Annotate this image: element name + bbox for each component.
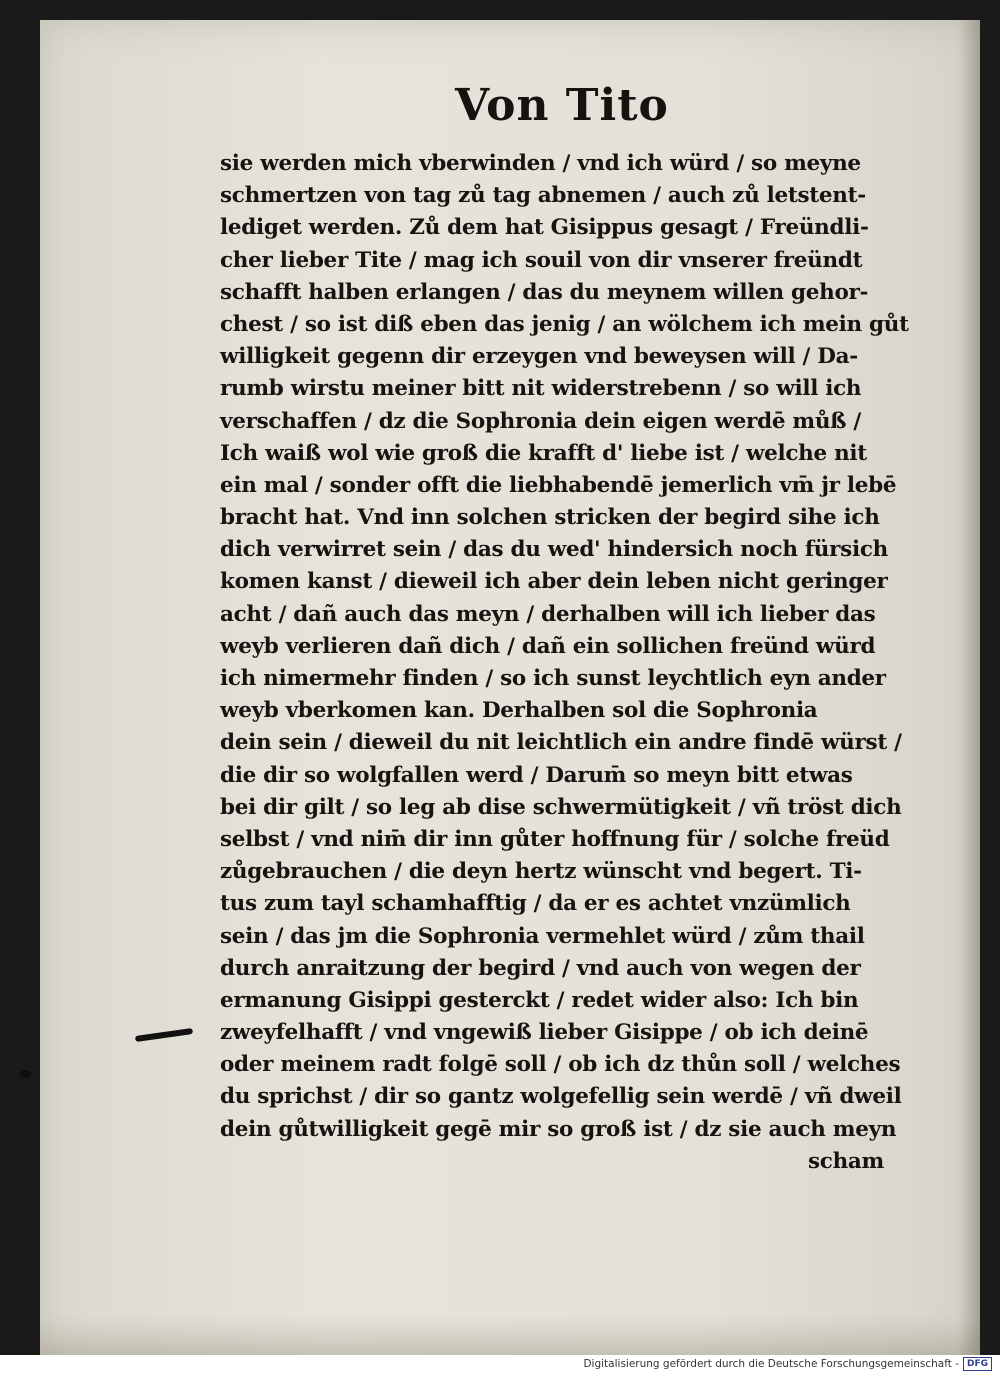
- text-line: rumb wirstu meiner bitt nit widerstrebenn / so will ich: [220, 376, 862, 402]
- text-line: sein / das jm die Sophronia vermehlet würd / zům thail: [220, 923, 865, 949]
- footer-credit: Digitalisierung gefördert durch die Deutsche Forschungsgemeinschaft -: [583, 1358, 959, 1370]
- text-line: dein gůtwilligkeit gegē mir so groß ist / dz sie auch meyn: [220, 1116, 897, 1142]
- text-line: oder meinem radt folgē soll / ob ich dz thůn soll / welches: [220, 1052, 901, 1078]
- digitization-footer: [583, 1356, 992, 1372]
- text-line: acht / dañ auch das meyn / derhalben will ich lieber das: [220, 601, 876, 627]
- text-line: lediget werden. Zů dem hat Gisippus gesagt / Freündli-: [220, 215, 869, 241]
- running-head: Von Tito: [455, 80, 669, 131]
- text-line: durch anraitzung der begird / vnd auch von wegen der: [220, 955, 861, 981]
- text-line: verschaffen / dz die Sophronia dein eigen werdē můß /: [220, 408, 861, 434]
- ink-blot: [20, 1070, 31, 1078]
- text-line: ich nimermehr finden / so ich sunst leychtlich eyn ander: [220, 666, 886, 691]
- catchword: scham: [808, 1148, 885, 1174]
- text-line: dein sein / dieweil du nit leichtlich ein andre findē würst /: [220, 730, 902, 756]
- text-line: tus zum tayl schamhafftig / da er es achtet vnzümlich: [220, 891, 851, 917]
- text-line: schafft halben erlangen / das du meynem willen gehor-: [220, 279, 869, 305]
- text-line: die dir so wolgfallen werd / Darum̄ so meyn bitt etwas: [220, 762, 853, 788]
- text-line: komen kanst / dieweil ich aber dein leben nicht geringer: [220, 569, 888, 595]
- text-line: selbst / vnd nim̄ dir inn gůter hoffnung für / solche freüd: [220, 826, 890, 852]
- body-text: [220, 148, 909, 1178]
- text-line: zweyfelhafft / vnd vngewiß lieber Gisippe / ob ich deinē: [220, 1020, 869, 1046]
- text-line: sie werden mich vberwinden / vnd ich würd / so meyne: [220, 151, 861, 176]
- text-line: Ich waiß wol wie groß die krafft d' liebe ist / welche nit: [220, 440, 867, 466]
- text-line: chest / so ist diß eben das jenig / an wölchem ich mein gůt: [220, 311, 909, 337]
- text-line: ermanung Gisippi gesterckt / redet wider also: Ich bin: [220, 987, 859, 1013]
- text-line: weyb verlieren dañ dich / dañ ein sollichen freünd würd: [220, 633, 876, 659]
- show-through-header: [215, 78, 230, 123]
- page-edge-shadow: [958, 20, 980, 1355]
- text-line: willigkeit gegenn dir erzeygen vnd beweysen will / Da-: [220, 344, 858, 370]
- text-line: bei dir gilt / so leg ab dise schwermütigkeit / vñ tröst dich: [220, 794, 902, 820]
- text-line: zůgebrauchen / die deyn hertz wünscht vnd begert. Ti-: [220, 859, 862, 885]
- text-line: bracht hat. Vnd inn solchen stricken der begird sihe ich: [220, 505, 880, 531]
- text-line: du sprichst / dir so gantz wolgefellig sein werdē / vñ dweil: [220, 1084, 902, 1110]
- dfg-logo-icon: DFG: [963, 1357, 992, 1371]
- text-line: schmertzen von tag zů tag abnemen / auch zů letstent-: [220, 183, 866, 209]
- text-line: cher lieber Tite / mag ich souil von dir vnserer freündt: [220, 247, 863, 273]
- text-line: ein mal / sonder offt die liebhabendē jemerlich vm̄ jr lebē: [220, 472, 897, 498]
- page-bottom-edge: [40, 1315, 980, 1355]
- text-line: weyb vberkomen kan. Derhalben sol die Sophronia: [220, 698, 818, 724]
- text-line: dich verwirret sein / das du wed' hindersich noch fürsich: [220, 537, 888, 563]
